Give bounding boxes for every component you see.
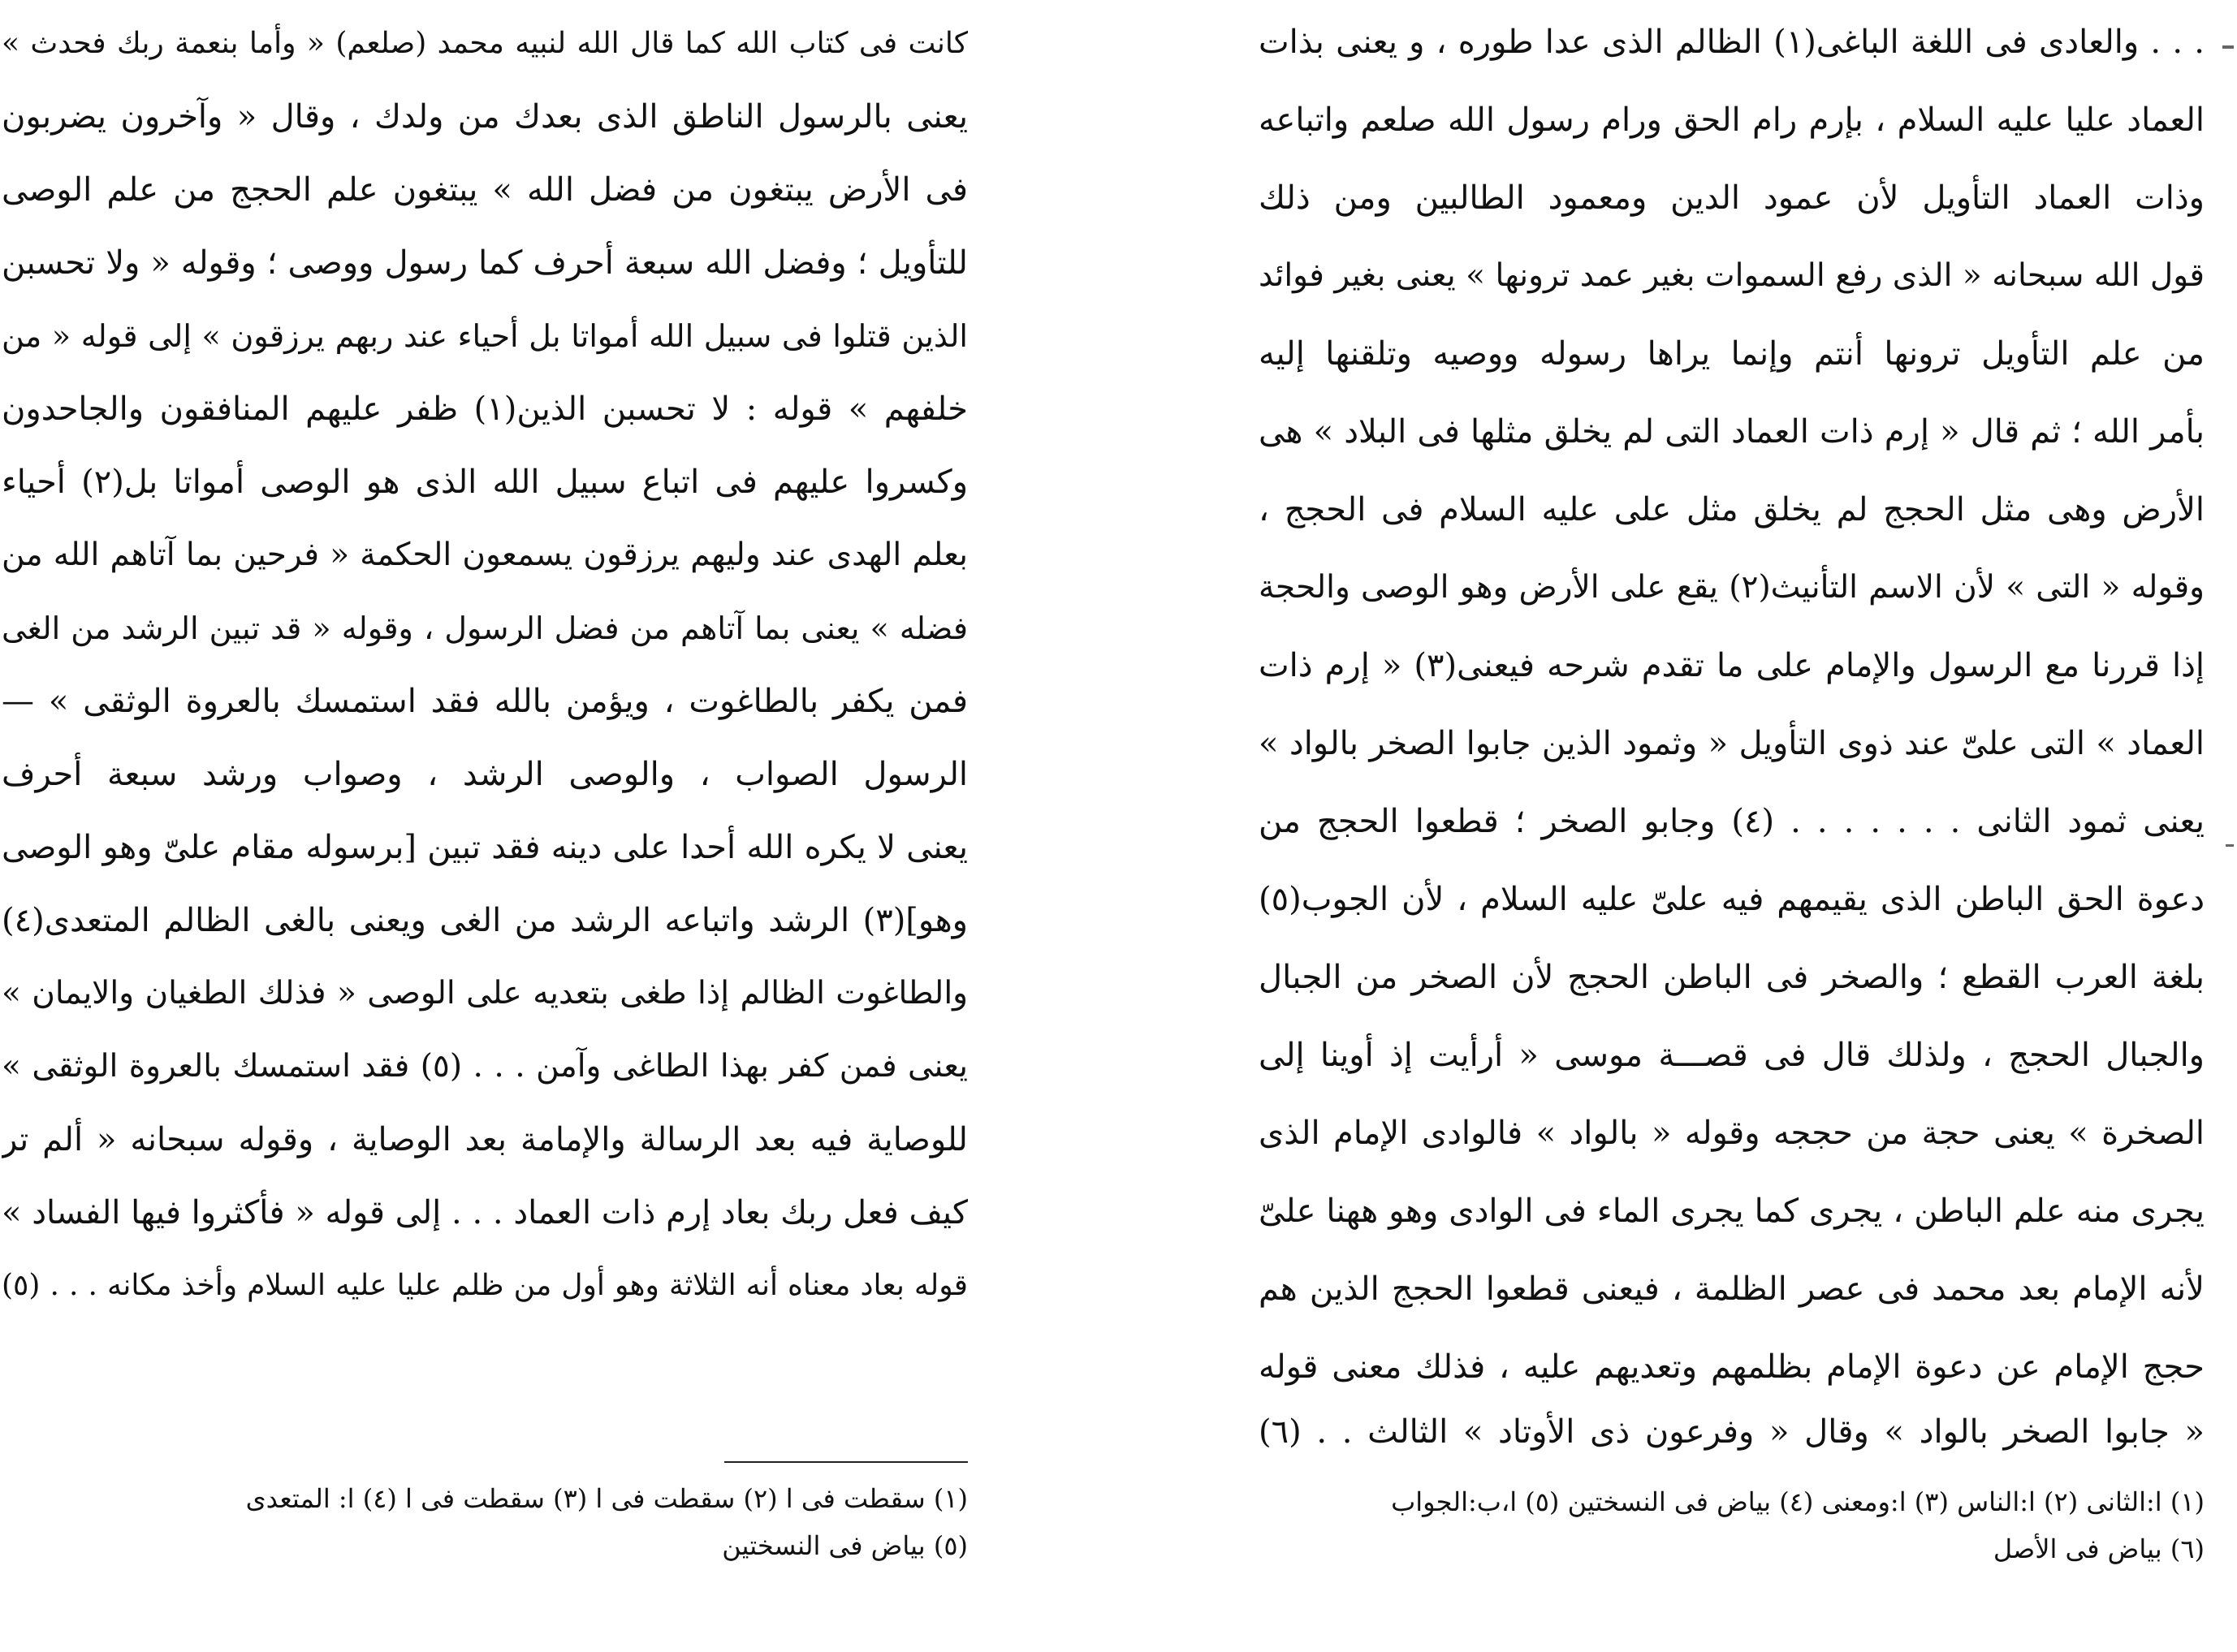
text-line: حجج الإمام عن دعوة الإمام بظلمهم وتعديهم عليه ، فذلك معنى قوله: [1259, 1348, 2205, 1386]
text-line: فضله » يعنى بما آتاهم من فضل الرسول ، وقوله « قد تبين الرشد من الغى: [2, 610, 968, 646]
text-line: للتأويل ؛ وفضل الله سبعة أحرف كما رسول ووصى ؛ وقوله « ولا تحسبن: [2, 244, 968, 282]
text-line: العماد » التى علىّ عند ذوى التأويل « وثمود الذين جابوا الصخر بالواد »: [1259, 725, 2205, 762]
footnote-line: (١) سقطت فى ا (٢) سقطت فى ا (٣) سقطت فى ا (٤) ا: المتعدى: [245, 1483, 968, 1514]
text-line: يعنى ثمود الثانى . . . . . . . (٤) وجابو الصخر ؛ قطعوا الحجج من: [1259, 803, 2205, 840]
text-line: دعوة الحق الباطن الذى يقيمهم فيه علىّ عليه السلام ، لأن الجوب(٥): [1259, 881, 2205, 918]
text-line: العماد عليا عليه السلام ، بإرم رام الحق ورام رسول الله صلعم واتباعه: [1259, 101, 2205, 139]
text-line: كيف فعل ربك بعاد إرم ذات العماد . . . إلى قوله « فأكثروا فيها الفساد »: [2, 1194, 968, 1231]
text-line: فمن يكفر بالطاغوت ، ويؤمن بالله فقد استمسك بالعروة الوثقى » —: [2, 683, 968, 720]
text-line: يجرى منه علم الباطن ، يجرى كما يجرى الماء فى الوادى وهو ههنا علىّ: [1259, 1193, 2205, 1230]
text-line: الصخرة » يعنى حجة من حججه وقوله « بالواد » فالوادى الإمام الذى: [1259, 1115, 2205, 1152]
text-line: يعنى فمن كفر بهذا الطاغى وآمن . . . (٥) فقد استمسك بالعروة الوثقى »: [2, 1048, 968, 1085]
footnote-rule: [724, 1461, 968, 1463]
text-line: لأنه الإمام بعد محمد فى عصر الظلمة ، فيعنى قطعوا الحجج الذين هم: [1259, 1270, 2205, 1308]
text-line: الذين قتلوا فى سبيل الله أمواتا بل أحياء عند ربهم يرزقون » إلى قوله « من: [2, 318, 968, 354]
text-line: قول الله سبحانه « الذى رفع السموات بغير عمد ترونها » يعنى بغير فوائد: [1259, 257, 2205, 294]
text-line: الأرض وهى مثل الحجج لم يخلق مثل على عليه السلام فى الحجج ،: [1259, 491, 2205, 528]
text-line: قوله بعاد معناه أنه الثلاثة وهو أول من ظلم عليا عليه السلام وأخذ مكانه . . . (٥): [2, 1269, 968, 1302]
text-line: وكسروا عليهم فى اتباع سبيل الله الذى هو الوصى أمواتا بل(٢) أحياء: [2, 464, 968, 501]
text-line: والطاغوت الظالم إذا طغى بتعديه على الوصى « فذلك الطغيان والايمان »: [2, 975, 968, 1011]
text-line: خلفهم » قوله : لا تحسبن الذين(١) ظفر عليهم المنافقون والجاحدون: [2, 390, 968, 428]
right-page: [1165, 0, 2221, 1652]
text-line: وذات العماد التأويل لأن عمود الدين ومعمود الطالبين ومن ذلك: [1259, 179, 2205, 217]
text-line: بأمر الله ؛ ثم قال « إرم ذات العماد التى لم يخلق مثلها فى البلاد » هى: [1259, 413, 2205, 451]
text-line: والجبال الحجج ، ولذلك قال فى قصـــة موسى « أرأيت إذ أوينا إلى: [1259, 1037, 2205, 1074]
text-line: وهو](٣) الرشد واتباعه الرشد من الغى ويعنى بالغى الظالم المتعدى(٤): [2, 902, 968, 939]
text-line: « جابوا الصخر بالواد » وقال « وفرعون ذى الأوتاد » الثالث . . (٦): [1259, 1413, 2205, 1451]
footnote-line: (١) ا:الثانى (٢) ا:الناس (٣) ا:ومعنى (٤) بياض فى النسختين (٥) ا،ب:الجواب: [1391, 1486, 2205, 1517]
text-line: إذا قررنا مع الرسول والإمام على ما تقدم شرحه فيعنى(٣) « إرم ذات: [1259, 647, 2205, 684]
text-line: يعنى لا يكره الله أحدا على دينه فقد تبين [برسوله مقام علىّ وهو الوصى: [2, 829, 968, 866]
text-line: الرسول الصواب ، والوصى الرشد ، وصواب ورشد سبعة أحرف: [2, 756, 968, 793]
scan-edge-mark: [2226, 844, 2234, 847]
scan-edge-mark: [2222, 45, 2234, 49]
text-line: من علم التأويل ترونها أنتم وإنما يراها رسوله ووصيه وتلقنها إليه: [1259, 335, 2205, 373]
text-line: وقوله « التى » لأن الاسم التأنيث(٢) يقع على الأرض وهو الوصى والحجة: [1259, 569, 2205, 606]
text-line: يعنى بالرسول الناطق الذى بعدك من ولدك ، وقال « وآخرون يضربون: [2, 98, 968, 136]
text-line: بعلم الهدى عند وليهم يرزقون يسمعون الحكمة « فرحين بما آتاهم الله من: [2, 537, 968, 573]
text-line: كانت فى كتاب الله كما قال الله لنبيه محمد (صلعم) « وأما بنعمة ربك فحدث »: [2, 27, 968, 60]
footnote-line: (٦) بياض فى الأصل: [1993, 1533, 2205, 1564]
left-page: [0, 0, 982, 1652]
text-line: للوصاية فيه بعد الرسالة والإمامة بعد الوصاية ، وقوله سبحانه « ألم تر: [2, 1121, 968, 1158]
text-line: فى الأرض يبتغون من فضل الله » يبتغون علم الحجج من علم الوصى: [2, 171, 968, 209]
text-line: بلغة العرب القطع ؛ والصخر فى الباطن الحجج لأن الصخر من الجبال: [1259, 959, 2205, 996]
text-line: . . . والعادى فى اللغة الباغى(١) الظالم الذى عدا طوره ، و يعنى بذات: [1259, 24, 2205, 61]
footnote-line: (٥) بياض فى النسختين: [722, 1530, 968, 1561]
